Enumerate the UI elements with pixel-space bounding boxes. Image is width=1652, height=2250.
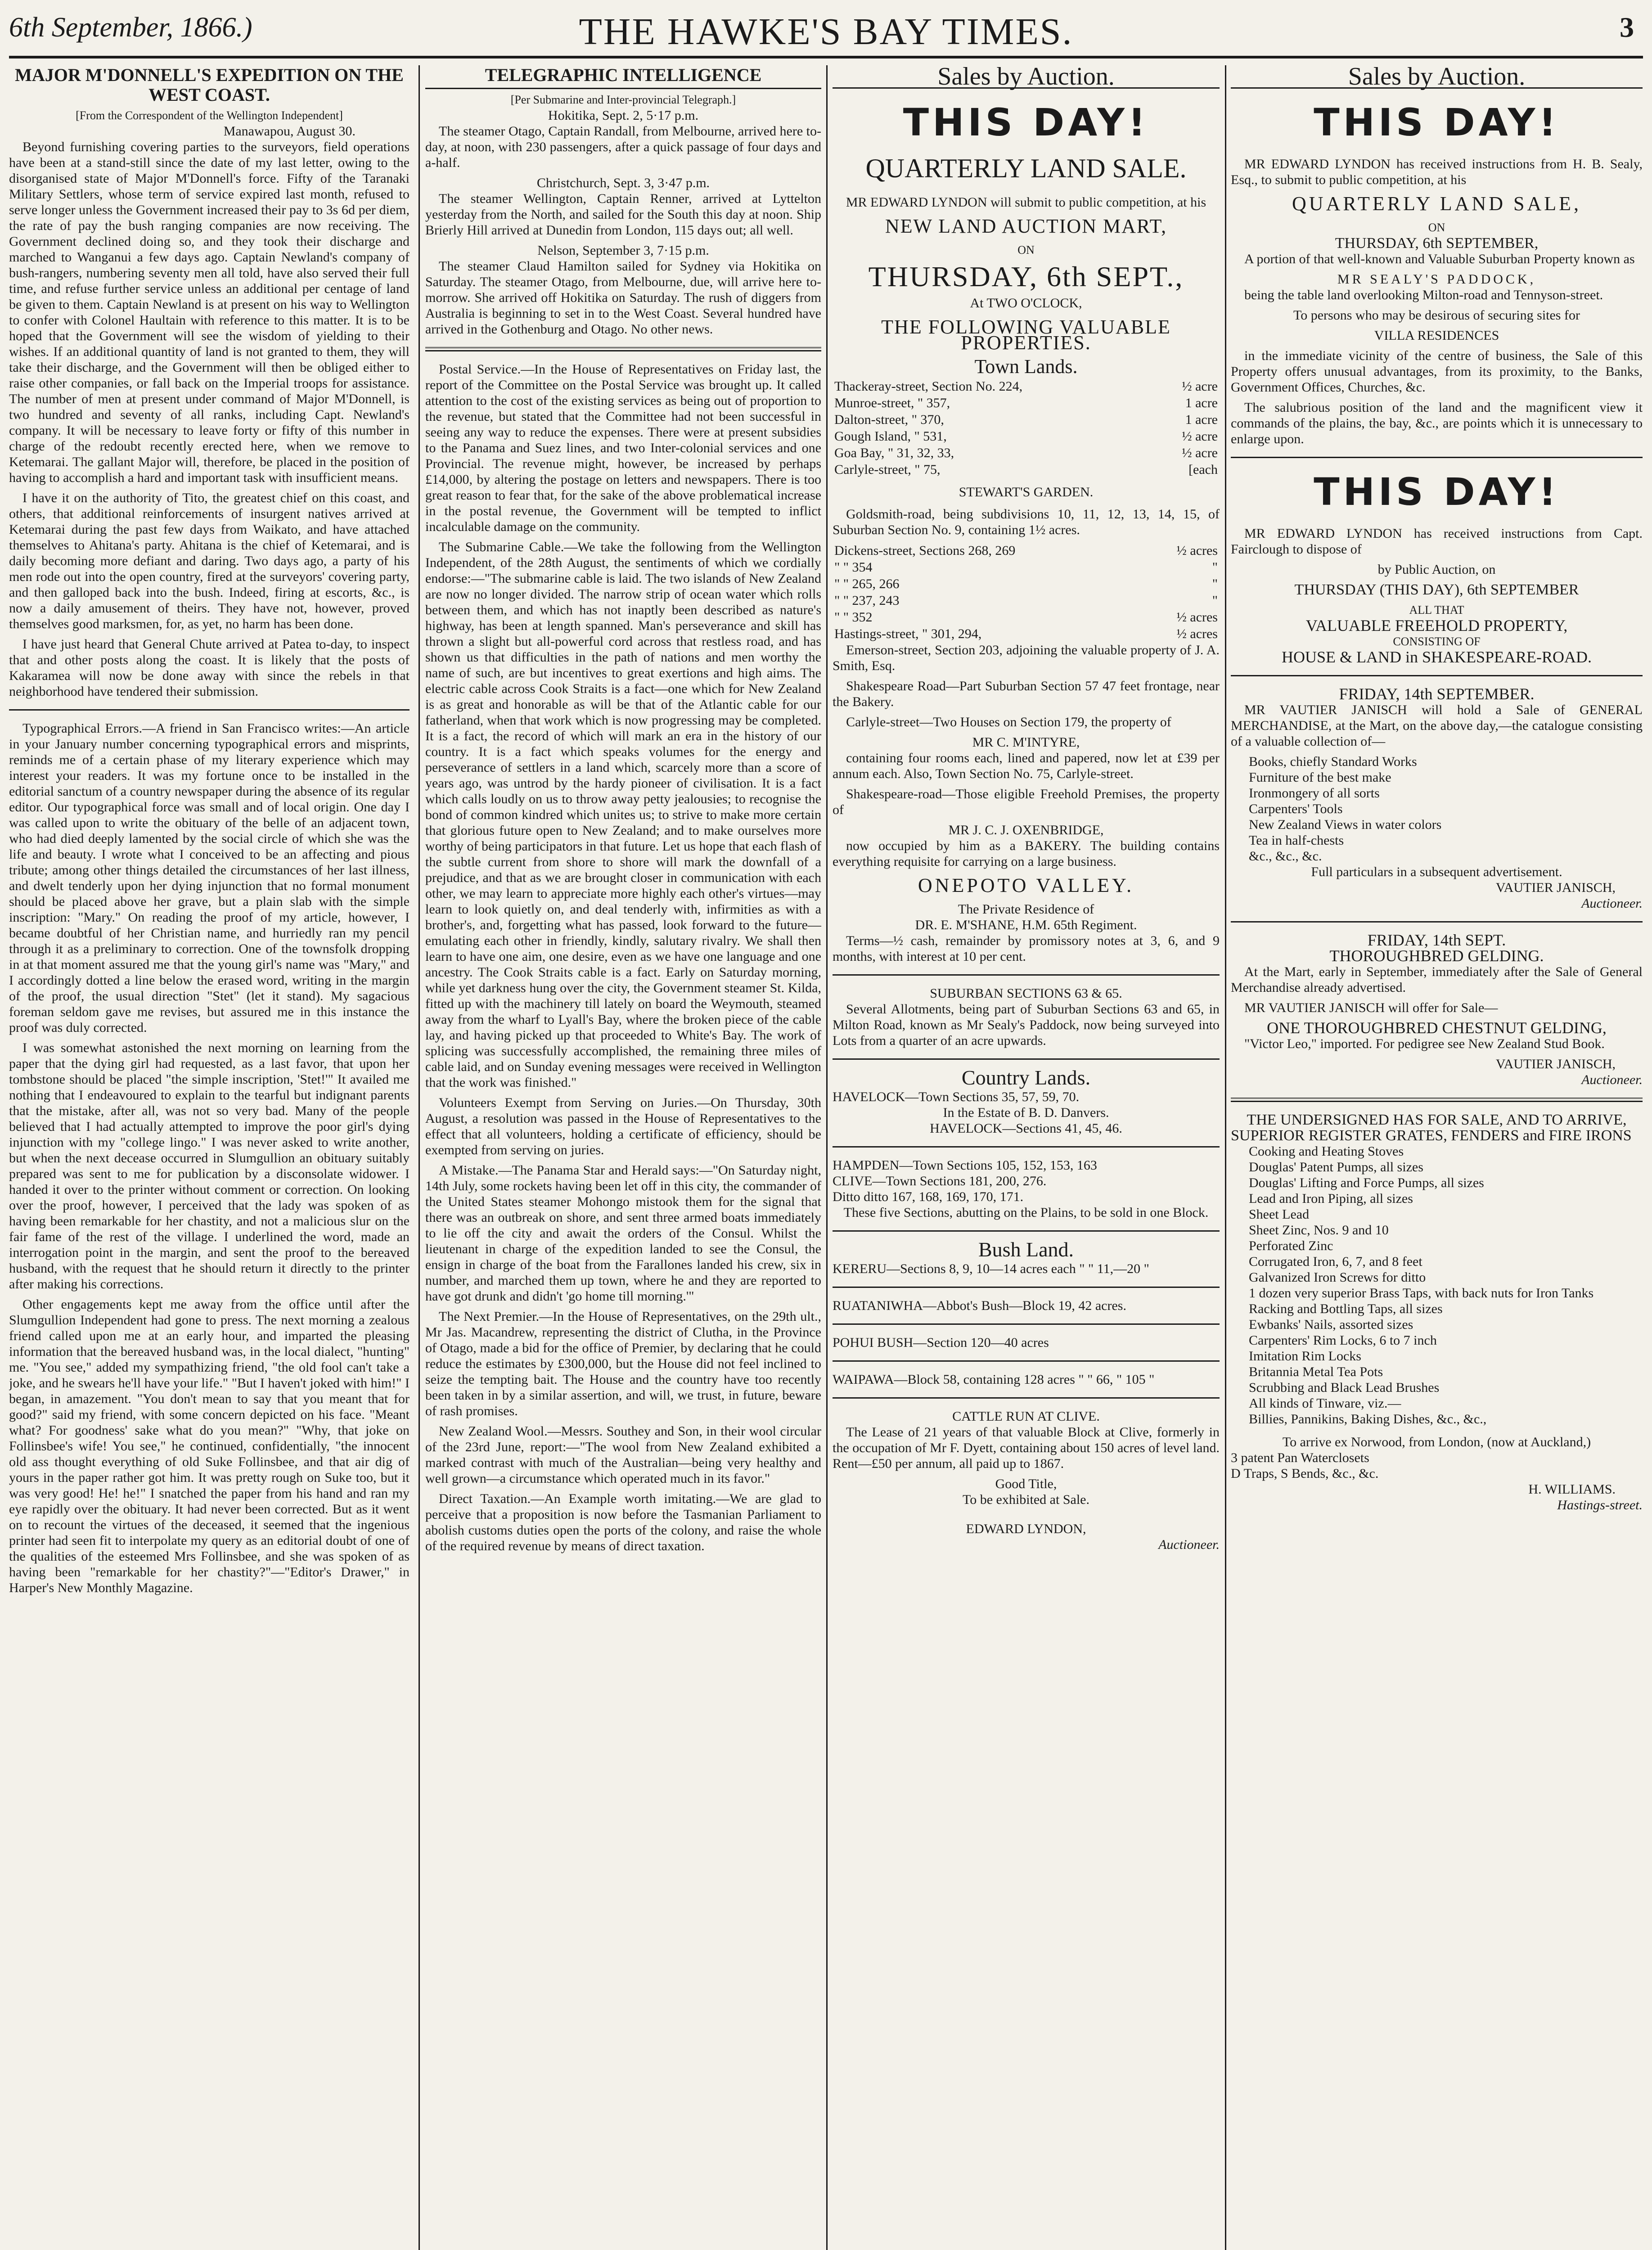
desirous: To persons who may be desirous of securing sites for [1293,308,1580,323]
divider [9,709,410,711]
paragraph: The Next Premier.—In the House of Representatives, on the 29th ult., Mr Jas. Macandrew, representing the district of Clutha, in the Province of Otago, made a bid for the office of Premier, by declaring that he could reduce the estimates by £300,000, but the House did not feel inclined to seize the tempting bait. The House and the country have too recently been taken in by a similar assertion, and will, we trust, in future, beware of rash promises. [425,1309,821,1418]
paragraph: I was somewhat astonished the next morning on learning from the paper that the dying girl had requested, as a last favor, that upon her tombstone should be placed "the simple inscription, 'Stet!'" It availed me nothing that I endeavoured to explain to the tearful but indignant parents that the mistake, after all, was not so very bad. Many of the people believed that I had actually attempted to improve the poor girl's dying injunction with my "college lingo." I was never asked to write another, but when the next decease occurred in Slumgullion an obituary suitably prepared was sent to me for publication by a disconsolate widower. I handed it over to the printer without comment or correction. On looking over the proof, however, I perceived that the lady was spoken of as having been remarkable for her chastity, and not a malicious slur on the fair fame of the rest of the village. I underlined the word, made an interrogation point in the margin, and sent the proof to the bereaved husband, with the request that he should return it directly to the printer after making his corrections. [9,1040,410,1292]
article-heading: TELEGRAPHIC INTELLIGENCE [425,65,821,89]
goods-item: Imitation Rim Locks [1249,1349,1361,1364]
chestnut: ONE THOROUGHBRED CHESTNUT GELDING, [1267,1019,1607,1037]
bush-land-heading: Bush Land. [978,1238,1074,1261]
text-on: ON [1017,243,1035,256]
goods-item: Douglas' Lifting and Force Pumps, all sizes [1249,1175,1484,1190]
paragraph: Shakespeare-road—Those eligible Freehold Premises, the property of [833,787,1220,817]
divider [1231,921,1643,922]
town-lands-heading: Town Lands. [974,356,1078,378]
table-row [833,542,1220,559]
auctioneer: Auctioneer. [1581,896,1643,911]
listing: RUATANIWHA—Abbot's Bush—Block 19, 42 acres. [833,1298,1126,1313]
table-cell: Gough Island, " 531, [834,429,947,444]
goods-item: Perforated Zinc [1249,1238,1333,1253]
listing: CLIVE—Town Sections 181, 200, 276. [833,1174,1047,1188]
paragraph: New Zealand Wool.—Messrs. Southey and Son, in their wool circular of the 23rd June, report:—"The wool from New Zealand exhibited a marked contrast with much of the Australian—being very healthy and well grown—a circumstance which operated much in its favor." [425,1424,821,1486]
column-4 [1231,65,1643,2250]
paragraph: MR EDWARD LYNDON has received instructions from H. B. Sealy, Esq., to submit to public competition, at his [1231,157,1643,187]
paragraph: The Submarine Cable.—We take the following from the Wellington Independent, of the 28th August, the sentiments of which we cordially endorse:—"The submarine cable is laid. The two islands of New Zealand are now no longer divided. The narrow strip of ocean water which rolls between them, and which has not inaptly been described as nature's highway, has been at length spanned. Man's perseverance and skill has thrown a slight but all-powerful cord across that restless road, and has shown us that difficulties in the path of nations and men worthy the name of such, are but incentives to great exertions and high aims. The electric cable across Cook Straits is a fact—one which for New Zealand is as great and honorable as will be that of the Atlantic cable for our fatherland, when that work which is now progressing may be completed. It is a fact, the record of which will mark an era in the history of our country. It is a fact which speaks volumes for the energy and perseverance of settlers in a land which, scarcely more than a score of years ago, was untrod by the hardy pioneer of civilisation. It is a fact which calls loudly on us to throw away petty jealousies; to recognise the bond of common kindred which unites us; to strive to make more certain that glorious future open to New Zealand; and to make ourselves more worthy of being participators in that future. Let us hope that each flash of the subtle current from shore to shore will mark the downfall of a prejudice, and that as we are brought closer in communication with each other, we may learn to appreciate more highly each other's virtues—may learn to look quietly on, and deal tenderly with, infirmities as with a brother's, and, forgetting what has passed, look forward to the future—emulating each other in friendly, kindly, salutary rivalry. We shall then learn to have one aim, one desire, even as we have one language and one ancestry. The Cook Straits cable is a fact. Early on Saturday morning, while yet darkness hung over the city, the Government steamer St. Kilda, fitted up with the machinery till lately on board the Weymouth, steamed away from the wharf to Lyall's Bay, where the broken piece of the cable lay, and having picked up that proceeded to White's Bay. The work of splicing was successfully accomplished, the remaining three miles of cable laid, and on Sunday evening messages were received in Wellington that the work was finished." [425,540,821,1090]
paragraph: Beyond furnishing covering parties to the surveyors, field operations have been at a stand-still since the date of my last letter, owing to the disorganised state of Major M'Donnell's force. Fifty of the Taranaki Military Settlers, whose term of service expired last month, refused to serve longer unless the Government increased their pay to 3s 6d per diem, the rate of pay the bush ranging companies are now receiving. The Government declined doing so, and they took their discharge and marched to Wanganui a few days ago. Captain Newland's company of bush-rangers, numbering seventy men all told, have also served their full time, and refuse further service unless an additional per centage of land be given to them. Captain Newland is at present on his way to Wellington to confer with Colonel Haultain with reference to this matter. It is to be hoped that the Government will see the wisdom of yielding to their wishes. If an additional quantity of land is not granted to them, they will take their discharge, and the Government will then be obliged either to raise other companies, or fall back on the Imperial troops for assistance. The number of men at present under command of Major M'Donnell, is two hundred and seventy of all ranks, including Capt. Newland's company. It will be necessary to leave forty or fifty of this number in charge of the redoubt recently erected here, when we remove to Ketemarai. The gallant Major will, therefore, be placed in the position of having to accomplish a hard and important task with insufficient means. [9,140,410,485]
merchandise-item: Tea in half-chests [1249,833,1344,848]
goods-item: 1 dozen very superior Brass Taps, with back nuts for Iron Tanks [1249,1286,1594,1300]
divider [833,1058,1220,1060]
table-cell: " [1212,593,1218,608]
sale-date: THURSDAY (THIS DAY), 6th SEPTEMBER [1294,581,1579,598]
goods-item: D Traps, S Bends, &c., &c. [1231,1466,1379,1481]
goods-item: Corrugated Iron, 6, 7, and 8 feet [1249,1254,1422,1269]
table-cell: Dalton-street, " 370, [834,412,944,427]
listing: In the Estate of B. D. Danvers. [943,1105,1109,1120]
cattle-heading: CATTLE RUN AT CLIVE. [952,1409,1100,1424]
paragraph: Goldsmith-road, being subdivisions 10, 11, 12, 13, 14, 15, of Suburban Section No. 9, containing 1½ acres. [833,507,1220,537]
column-2 [425,65,821,2250]
paragraph: A Mistake.—The Panama Star and Herald says:—"On Saturday night, 14th July, some rockets having been let off in this city, the commander of the United States steamer Mohongo mistook them for the signal that there was an outbreak on shore, and sent three armed boats immediately to lie off the city and await the orders of the Consul. Whilst the lieutenant in charge of the expedition landed to see the Consul, the ensign in charge of the boat from the Farallones landed his crew, six in number, and marched them up town, where he and they are reported to have got drunk and didn't 'go home till morning.'" [425,1163,821,1304]
listing: WAIPAWA—Block 58, containing 128 acres " " 66, " 105 " [833,1372,1155,1387]
paragraph: Other engagements kept me away from the office until after the Slumgullion Independent had gone to press. The next morning a zealous friend called upon me at an early hour, and imparted the pleasing information that the bereaved husband was, in the local dialect, "hunting" me. "You see," added my sympathizing friend, "the old fool can't take a joke, and he swears he'll have your life." "But I haven't joked with him!" I began, in amazement. "You don't mean to say that you meant that for good?" said my friend, with some concern depicted on his face. "Meant what? For goodness' sake what do you mean?" "Why, that joke on Follinsbee's wife! You see," he continued, confidentially, "the innocent old ass thought everything of old Suke Follinsbee, and that air dig of yours in the paper rather got him. It was pretty rough on Suke too, but it was very good! He! he!" I snatched the paper from his hand and ran my eye rapidly over the obituary. It had never been corrected. But as it went on to recount the virtues of the deceased, it seemed that the ingenious printer had seen fit to interpolate my query as an editorial doubt of one of the qualities of the esteemed Mrs Follinsbee, and she was spoken of as having been "remarkable for her chastity?"—"Editor's Drawer," in Harper's New Monthly Magazine. [9,1297,410,1595]
paragraph: Typographical Errors.—A friend in San Francisco writes:—An article in your January number concerning typographical errors and misprints, reminds me of a certain phase of my literary experience which may interest your readers. It was my fortune once to be installed in the editorial sanctum of a country newspaper during the absence of its regular editor. Our typographical force was small and of local origin. One day I was called upon to write the obituary of the belle of an adjacent town, who had died deeply lamented by the social circle of which she was the life and beauty. I wrote what I conceived to be an affecting and pious tribute; among other things detailed the circumstances of her last illness, and dwelt tenderly upon her dying injunction that no formal monument should be placed above her grave, but a plain slab with the simple inscription: "Mary." On reading the proof of my article, however, I became doubtful of her Christian name, and hurriedly ran my pencil through it as a preliminary to correction. One of the townsfolk dropping in at that moment assured me that the young girl's name was "Mary," and I accordingly dotted a line below the erased word, writing in the margin of the proof, the usual direction "Stet" (let it stand). My sagacious foreman seldom gave me revises, but assured me in this instance the proof was duly corrected. [9,721,410,1035]
listing: POHUI BUSH—Section 120—40 acres [833,1335,1049,1350]
telegram-date: Hokitika, Sept. 2, 5·17 p.m. [548,108,699,123]
divider [1231,1098,1643,1102]
sale-date: FRIDAY, 14th SEPTEMBER. [1339,685,1535,703]
merchandise-item: Furniture of the best make [1249,770,1391,785]
page-number: 3 [1620,11,1634,43]
mart-name: NEW LAND AUCTION MART, [885,215,1167,237]
table-cell: ½ acre [1182,379,1218,394]
table-row [833,428,1220,445]
listing: HAVELOCK—Town Sections 35, 57, 59, 70. [833,1089,1080,1104]
superior-grates: SUPERIOR REGISTER GRATES, FENDERS and FIRE IRONS [1231,1127,1632,1144]
merchandise-item: Books, chiefly Standard Works [1249,754,1417,769]
paragraph: The steamer Wellington, Captain Renner, arrived at Lyttelton yesterday from the North, and sailed for the South this day at noon. Ship Brierly Hill arrived at Dunedin from London, 115 days out; all well. [425,191,821,238]
column-rule [419,65,420,2250]
goods-item: All kinds of Tinware, viz.— [1249,1396,1401,1411]
listing: HAMPDEN—Town Sections 105, 152, 153, 163 [833,1158,1097,1173]
divider [833,1146,1220,1148]
goods-item: Cooking and Heating Stoves [1249,1144,1404,1159]
following-properties: THE FOLLOWING VALUABLE PROPERTIES. [881,316,1171,354]
divider [1231,457,1643,458]
owner-name: MR J. C. J. OXENBRIDGE, [948,823,1104,837]
listing: HAVELOCK—Sections 41, 45, 46. [930,1121,1122,1136]
gelding-heading: THOROUGHBRED GELDING. [1329,947,1544,965]
goods-item: Douglas' Patent Pumps, all sizes [1249,1160,1423,1174]
paragraph: containing four rooms each, lined and papered, now let at £39 per annum each. Also, Town Section No. 75, Carlyle-street. [833,751,1220,781]
paragraph: Terms—½ cash, remainder by promissory notes at 3, 6, and 9 months, with interest at 10 per cent. [833,933,1220,964]
merchandise-item: Carpenters' Tools [1249,801,1343,816]
paragraph: Several Allotments, being part of Suburban Sections 63 and 65, in Milton Road, known as Mr Sealy's Paddock, now being surveyed into Lots from a quarter of an acre upwards. [833,1002,1220,1048]
table-cell: Goa Bay, " 31, 32, 33, [834,446,954,460]
divider [833,1397,1220,1399]
signer: EDWARD LYNDON, [966,1521,1086,1536]
divider [833,974,1220,976]
paragraph: The Lease of 21 years of that valuable Block at Clive, formerly in the occupation of Mr F. Dyett, containing about 150 acres of level land. Rent—£50 per annum, all paid up to 1867. [833,1425,1220,1471]
paragraph: I have it on the authority of Tito, the greatest chief on this coast, and others, that additional reinforcements of insurgent natives arrived at Ketemarai during the past few days from Waikato, and have attached themselves to Ahitana's party. Ahitana is the chief of Ketemarai, and is daily becoming more defiant and daring. Two days ago, a party of his men rode out into the open country, fired at the surveyors' covering party, and then galloped back into the bush. Indeed, firing at escorts, &c., is now a daily amusement of theirs. They have not, however, proved themselves good marksmen, for, as yet, no harm has been done. [9,490,410,631]
article-heading: MAJOR M'DONNELL'S EXPEDITION ON THE WEST COAST. [15,65,404,105]
town-lands-table [833,378,1220,478]
table-cell: Munroe-street, " 357, [834,396,950,410]
goods-item: Britannia Metal Tea Pots [1249,1364,1383,1379]
paragraph: MR VAUTIER JANISCH will offer for Sale— [1244,1000,1498,1015]
paragraph: Carlyle-street—Two Houses on Section 179, the property of [846,715,1171,729]
listing: Ditto ditto 167, 168, 169, 170, 171. [833,1189,1024,1204]
table-row [833,395,1220,411]
this-day-banner: THIS DAY! [1314,100,1560,144]
goods-item: Galvanized Iron Screws for ditto [1249,1270,1426,1285]
sale-time: At TWO O'CLOCK, [970,296,1082,310]
goods-item: Sheet Zinc, Nos. 9 and 10 [1249,1223,1389,1238]
freehold: VALUABLE FREEHOLD PROPERTY, [1305,616,1568,634]
goods-item: Scrubbing and Black Lead Brushes [1249,1380,1440,1395]
table-row [833,609,1220,626]
table-cell: Carlyle-street, " 75, [834,462,941,477]
sale-date: THURSDAY, 6th SEPTEMBER, [1335,235,1539,252]
table-row [833,461,1220,478]
divider [833,1323,1220,1325]
goods-item: Carpenters' Rim Locks, 6 to 7 inch [1249,1333,1437,1348]
owner-name: MR C. M'INTYRE, [972,735,1080,750]
paragraph: Direct Taxation.—An Example worth imitating.—We are glad to perceive that a proposition is now before the Tasmanian Parliament to abolish customs duties open the ports of the colony, and raise the whole of the required revenue by means of direct taxation. [425,1491,821,1553]
owner-name: DR. E. M'SHANE, H.M. 65th Regiment. [915,918,1137,932]
paragraph: The steamer Otago, Captain Randall, from Melbourne, arrived here to-day, at noon, with 230 passengers, after a quick passage of four days and a-half. [425,124,821,170]
column-1 [9,65,410,2250]
listing: KERERU—Sections 8, 9, 10—14 acres each " " 11,—20 " [833,1261,1149,1276]
newspaper-title: THE HAWKE'S BAY TIMES. [579,11,1073,53]
paragraph: in the immediate vicinity of the centre of business, the Sale of this Property offers unusual advantages, from its proximity, to the Banks, Government Offices, Churches, &c. [1231,348,1643,395]
divider [833,1287,1220,1288]
article-source: [From the Correspondent of the Wellington Independent] [76,109,343,122]
table-cell: " " 237, 243 [834,593,900,608]
article-dateline: Manawapou, August 30. [223,124,356,139]
table-cell: 1 acre [1185,396,1218,410]
masthead [9,6,1643,58]
stewarts-garden: STEWART'S GARDEN. [959,485,1094,500]
table-cell: " [1212,576,1218,591]
paragraph: "Victor Leo," imported. For pedigree see New Zealand Stud Book. [1244,1036,1605,1051]
merchandise-item: Ironmongery of all sorts [1249,786,1380,801]
paragraph: MR EDWARD LYNDON has received instructions from Capt. Fairclough to dispose of [1231,526,1643,557]
paragraph: I have just heard that General Chute arrived at Patea to-day, to inspect that and other posts along the coast. It is likely that the posts of Kakaramea will now be done away with since the rebels in that neighborhood have tendered their submission. [9,637,410,699]
goods-item: Sheet Lead [1249,1207,1310,1222]
table-cell: ½ acres [1176,610,1218,625]
quarterly-sale: QUARTERLY LAND SALE, [1292,193,1581,215]
auctioneer: Auctioneer. [1158,1537,1220,1552]
signer: VAUTIER JANISCH, [1495,880,1616,895]
table-cell: " " 354 [834,560,873,575]
table-cell: " " 265, 266 [834,576,900,591]
table-row [833,445,1220,461]
text-on: ON [1428,221,1445,234]
paragraph: At the Mart, early in September, immediately after the Sale of General Merchandise already advertised. [1231,964,1643,995]
undersigned: THE UNDERSIGNED HAS FOR SALE, AND TO ARRIVE, [1247,1112,1627,1128]
exhibited: To be exhibited at Sale. [963,1492,1089,1507]
divider [833,1230,1220,1232]
goods-item: Billies, Pannikins, Baking Dishes, &c., &c., [1249,1412,1487,1426]
section-heading: Sales by Auction. [833,69,1220,89]
divider [833,1360,1220,1362]
table-row [833,559,1220,576]
telegram-date: Nelson, September 3, 7·15 p.m. [537,243,709,258]
good-title: Good Title, [995,1476,1057,1491]
auctioneer: Auctioneer. [1581,1072,1643,1087]
full-particulars: Full particulars in a subsequent advertisement. [1311,864,1562,879]
arrive: To arrive ex Norwood, from London, (now at Auckland,) [1282,1435,1591,1449]
sale-intro: MR EDWARD LYNDON will submit to public competition, at his [846,195,1206,210]
table-row [833,626,1220,642]
paddock-name: MR SEALY'S PADDOCK, [1337,272,1536,287]
consisting: CONSISTING OF [1393,635,1481,648]
column-rule [1225,65,1226,2250]
this-day-banner: THIS DAY! [1314,470,1560,514]
merchandise-item: &c., &c., &c. [1249,849,1322,864]
goods-item: 3 patent Pan Waterclosets [1231,1450,1369,1465]
goods-item: Ewbanks' Nails, assorted sizes [1249,1317,1413,1332]
paragraph: being the table land overlooking Milton-road and Tennyson-street. [1244,288,1603,302]
this-day-banner: THIS DAY! [903,100,1149,144]
divider [425,347,821,351]
table-cell: " [1212,560,1218,575]
table-cell: ½ acres [1176,626,1218,641]
paragraph: now occupied by him as a BAKERY. The building contains everything requisite for carrying on a large business. [833,838,1220,869]
suburban-heading: SUBURBAN SECTIONS 63 & 65. [930,986,1122,1001]
house-land: HOUSE & LAND in SHAKESPEARE-ROAD. [1281,648,1592,666]
sale-date: FRIDAY, 14th SEPT. [1367,931,1506,949]
table-cell: Hastings-street, " 301, 294, [834,626,982,641]
villa-heading: VILLA RESIDENCES [1374,328,1499,343]
paragraph: Emerson-street, Section 203, adjoining the valuable property of J. A. Smith, Esq. [833,643,1220,673]
onepoto-sub: The Private Residence of [958,902,1094,917]
address: Hastings-street. [1557,1498,1643,1512]
telegram-date: Christchurch, Sept. 3, 3·47 p.m. [536,176,710,190]
article-source: [Per Submarine and Inter-provincial Telegraph.] [510,93,736,106]
section-heading: Sales by Auction. [1231,69,1643,89]
column-rule [826,65,828,2250]
signer: VAUTIER JANISCH, [1495,1057,1616,1071]
table-cell: ½ acre [1182,429,1218,444]
dickens-table [833,542,1220,642]
goods-item: Racking and Bottling Taps, all sizes [1249,1301,1443,1316]
country-lands-heading: Country Lands. [961,1066,1091,1089]
signer: H. WILLIAMS. [1528,1482,1616,1497]
table-row [833,378,1220,395]
paragraph: Shakespeare Road—Part Suburban Section 57 47 feet frontage, near the Bakery. [833,679,1220,709]
table-cell: 1 acre [1185,412,1218,427]
table-cell: Dickens-street, Sections 268, 269 [834,543,1016,558]
table-cell: ½ acres [1176,543,1218,558]
table-row [833,592,1220,609]
sale-title: QUARTERLY LAND SALE. [865,153,1187,183]
goods-item: Lead and Iron Piping, all sizes [1249,1191,1413,1206]
all-that: ALL THAT [1409,603,1464,616]
paragraph: The steamer Claud Hamilton sailed for Sydney via Hokitika on Saturday. The steamer Otago, from Melbourne, due, will arrive here to-morrow. She arrived off Hokitika on Saturday. The rush of diggers from Australia is beginning to set in to the West Coast. Several hundred have arrived in the Gothenburg and Otago. No other news. [425,259,821,337]
table-cell: " " 352 [834,610,873,625]
table-cell: [each [1188,462,1218,477]
divider [1231,675,1643,676]
table-cell: Thackeray-street, Section No. 224, [834,379,1023,394]
paragraph: A portion of that well-known and Valuable Suburban Property known as [1244,252,1635,266]
column-3 [833,65,1220,2250]
paragraph: The salubrious position of the land and the magnificent view it commands of the plains, the bay, &c., are points which it is unnecessary to enlarge upon. [1231,400,1643,446]
onepoto-heading: ONEPOTO VALLEY. [918,874,1134,896]
table-row [833,411,1220,428]
paragraph: Volunteers Exempt from Serving on Juries.—On Thursday, 30th August, a resolution was passed in the House of Representatives to the effect that all volunteers, holding a certificate of efficiency, should be exempted from serving on juries. [425,1095,821,1157]
issue-date: 6th September, 1866.) [9,12,252,43]
merchandise-item: New Zealand Views in water colors [1249,817,1442,832]
public-auction: by Public Auction, on [1377,562,1496,577]
paragraph: Postal Service.—In the House of Representatives on Friday last, the report of the Committee on the Postal Service was brought up. It called attention to the cost of the existing services as being out of proportion to the revenue, but stated that the Committee had not been successful in seeing any way to reduce the expenses. There were at present subsidies to the Panama and Suez lines, and two Inter-colonial services and one Provincial. The revenue might, however, be increased by perhaps £14,000, by altering the postage on letters and newspapers. There is too great reason to fear that, for the sake of the above problematical increase in the postal revenue, the Government will be tempted to inflict incalculable damage on the community. [425,362,821,534]
sale-date: THURSDAY, 6th SEPT., [868,261,1184,292]
table-cell: ½ acre [1182,446,1218,460]
table-row [833,576,1220,592]
paragraph: MR VAUTIER JANISCH will hold a Sale of GENERAL MERCHANDISE, at the Mart, on the above day,—the catalogue consisting of a valuable collection of— [1231,702,1643,749]
listing: These five Sections, abutting on the Plains, to be sold in one Block. [843,1205,1209,1220]
